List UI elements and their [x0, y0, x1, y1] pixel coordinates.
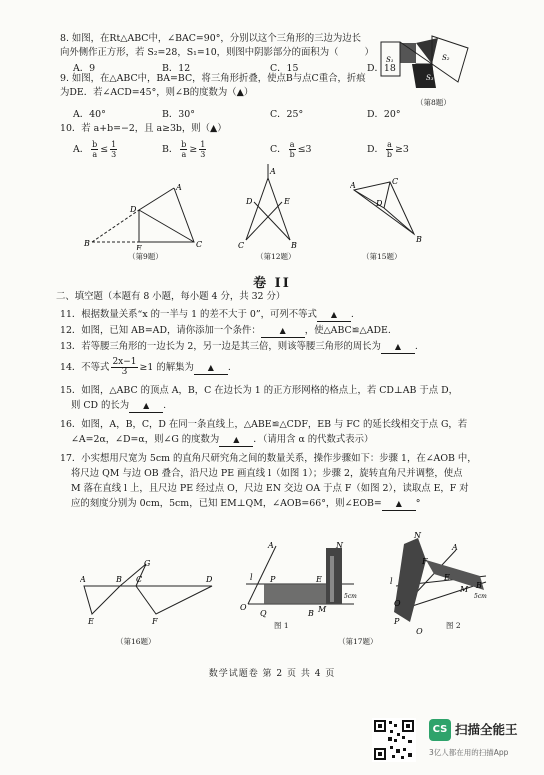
- q17-fig2: [390, 530, 500, 634]
- q9-option-c: C．25°: [270, 109, 304, 120]
- svg-text:F: F: [422, 557, 428, 566]
- q17-line2: 将尺边 QM 与边 OB 叠合，沿尺边 PE 画直线 l（如图 1）；步骤 2，旋转直角尺并调整，使点: [71, 468, 463, 479]
- q12-caption: （第12题）: [256, 252, 296, 261]
- q9-line1: 9. 如图，在△ABC中，BA=BC，将三角形折叠，使点B与点C重合，折痕: [60, 73, 366, 84]
- q13: 13．若等腰三角形的一边长为 2，另一边是其三倍，则该等腰三角形的周长为 ▲ .: [60, 341, 418, 352]
- q10-option-c: C． $\frac{a}{b}$ ≤3: [270, 140, 312, 159]
- q12: 12．如图，已知 AB=AD，请你添加一个条件： ▲ ，使△ABC≌△ADE.: [60, 325, 391, 336]
- svg-text:B: B: [291, 241, 297, 250]
- svg-text:A: A: [452, 543, 458, 552]
- svg-text:N: N: [336, 541, 343, 550]
- q9-option-b: B．30°: [162, 109, 195, 120]
- q8-option-c: C．15: [270, 63, 299, 74]
- svg-text:D: D: [130, 205, 137, 214]
- svg-text:B: B: [476, 581, 482, 590]
- svg-text:P: P: [394, 617, 400, 626]
- svg-text:A: A: [270, 167, 276, 176]
- svg-text:C: C: [136, 575, 143, 584]
- q10-option-b: B． $\frac{b}{a}$ ≥ $\frac{1}{3}$: [162, 140, 206, 159]
- svg-text:E: E: [136, 244, 142, 250]
- q8-caption: （第8题）: [416, 98, 451, 107]
- svg-text:A: A: [176, 183, 182, 192]
- svg-text:E: E: [444, 573, 450, 582]
- svg-text:E: E: [88, 617, 94, 626]
- page-footer: 数学试题卷 第 2 页 共 4 页: [208, 669, 336, 679]
- q17-line4: 应的刻度分别为 0cm，5cm，已知 EM⊥QM，∠AOB=66°，则∠EOB= ▲ °: [71, 498, 421, 509]
- scanner-tagline: 3亿人都在用的扫描App: [429, 748, 509, 757]
- svg-text:B: B: [84, 239, 90, 248]
- qr-code-icon: [372, 718, 416, 762]
- q11: 11．根据数量关系“x 的一半与 1 的差不大于 0”，可列不等式 ▲ .: [60, 309, 354, 320]
- q17-caption: （第17题）: [338, 637, 378, 646]
- svg-text:Q: Q: [416, 627, 423, 634]
- section-heading: 二、填空题（本题有 8 小题，每小题 4 分，共 32 分）: [56, 291, 286, 302]
- svg-text:l: l: [250, 573, 253, 582]
- svg-text:M: M: [318, 605, 327, 614]
- q17-line3: M 落在直线 l 上，且尺边 PE 经过点 O，尺边 EN 交边 OA 于点 F（如图 2），读取点 E，F 对: [71, 483, 469, 494]
- q17-fig1: [240, 540, 358, 632]
- svg-text:D: D: [206, 575, 213, 584]
- q9-option-a: A．40°: [73, 109, 106, 120]
- svg-text:E: E: [284, 197, 290, 206]
- q10-option-d: D． $\frac{a}{b}$ ≥3: [367, 140, 409, 159]
- q8-figure: [376, 28, 482, 104]
- scanner-watermark: [372, 716, 544, 768]
- q8-option-a: A．9: [73, 63, 96, 74]
- svg-text:B: B: [116, 575, 122, 584]
- q8-line1: 8. 如图，在Rt△ABC中，∠BAC=90°，分别以这个三角形的三边为边长: [60, 33, 362, 44]
- q8-option-b: B．12: [162, 63, 191, 74]
- q8-line2: 向外侧作正方形，若 S₂=28，S₁=10，则图中阴影部分的面积为（ ）: [60, 47, 374, 58]
- q17-fig2-5cm: 5cm: [474, 593, 487, 600]
- svg-text:D: D: [376, 199, 383, 208]
- svg-text:C: C: [392, 177, 399, 186]
- q15-line2: 则 CD 的长为 ▲ .: [71, 400, 167, 411]
- q16-line2: ∠A=2α，∠D=α，则∠G 的度数为 ▲ ．（请用含 α 的代数式表示）: [71, 434, 374, 445]
- svg-text:F: F: [152, 617, 158, 626]
- q16-line1: 16．如图，A，B，C，D 在同一条直线上，△ABE≌△CDF，EB 与 FC 的延长线相交于点 G，若: [60, 419, 468, 430]
- label-s2: S₂: [442, 54, 450, 62]
- q12-figure: [236, 160, 300, 252]
- svg-text:B: B: [308, 609, 314, 618]
- q9-option-d: D．20°: [367, 109, 401, 120]
- svg-text:D: D: [246, 197, 253, 206]
- q10-line1: 10．若 a+b=−2，且 a≥3b，则（▲）: [60, 123, 227, 134]
- q9-line2: 为DE．若∠ACD=45°，则∠B的度数为（▲）: [60, 87, 254, 98]
- section-title: 卷 II: [253, 276, 291, 291]
- svg-text:C: C: [196, 240, 203, 249]
- q16-caption: （第16题）: [116, 637, 156, 646]
- q15-figure: [350, 176, 426, 248]
- svg-text:M: M: [460, 585, 469, 594]
- svg-text:P: P: [270, 575, 276, 584]
- svg-text:A: A: [80, 575, 86, 584]
- q10-option-a: A． $\frac{b}{a}$ ≤ $\frac{1}{3}$: [73, 140, 117, 159]
- q15-line1: 15．如图，△ABC 的顶点 A，B，C 在边长为 1 的正方形网格的格点上，若 CD⊥AB 于点 D，: [60, 385, 458, 396]
- svg-text:G: G: [144, 560, 151, 568]
- svg-text:O: O: [240, 603, 247, 612]
- svg-text:O: O: [394, 599, 401, 608]
- svg-text:Q: Q: [260, 609, 267, 618]
- q15-caption: （第15题）: [362, 252, 402, 261]
- q17-fig1-5cm: 5cm: [344, 593, 357, 600]
- svg-text:l: l: [390, 577, 393, 586]
- q17-line1: 17．小实想用尺宽为 5cm 的直角尺研究角之间的数量关系，操作步骤如下：步骤 1，在∠AOB 中，: [60, 453, 477, 464]
- q14: 14．不等式 $\frac{2x-1}{3}$ ≥1 的解集为 ▲ .: [60, 357, 231, 377]
- q9-figure: [74, 180, 204, 250]
- svg-text:E: E: [316, 575, 322, 584]
- svg-text:B: B: [416, 235, 422, 244]
- svg-text:A: A: [268, 541, 274, 550]
- label-s3: S₃: [426, 74, 434, 82]
- q8-option-d: D．18: [367, 63, 396, 74]
- q16-figure: [80, 560, 220, 630]
- svg-text:C: C: [238, 241, 245, 250]
- svg-text:N: N: [414, 531, 421, 540]
- scanner-name: 扫描全能王: [455, 722, 518, 737]
- label-s1: S₁: [386, 56, 394, 64]
- svg-text:A: A: [350, 181, 356, 190]
- q9-caption: （第9题）: [128, 252, 163, 261]
- camscanner-logo-icon: CS: [429, 719, 451, 741]
- q17-fig2-caption: 图 2: [446, 621, 461, 630]
- q17-fig1-caption: 图 1: [274, 621, 289, 630]
